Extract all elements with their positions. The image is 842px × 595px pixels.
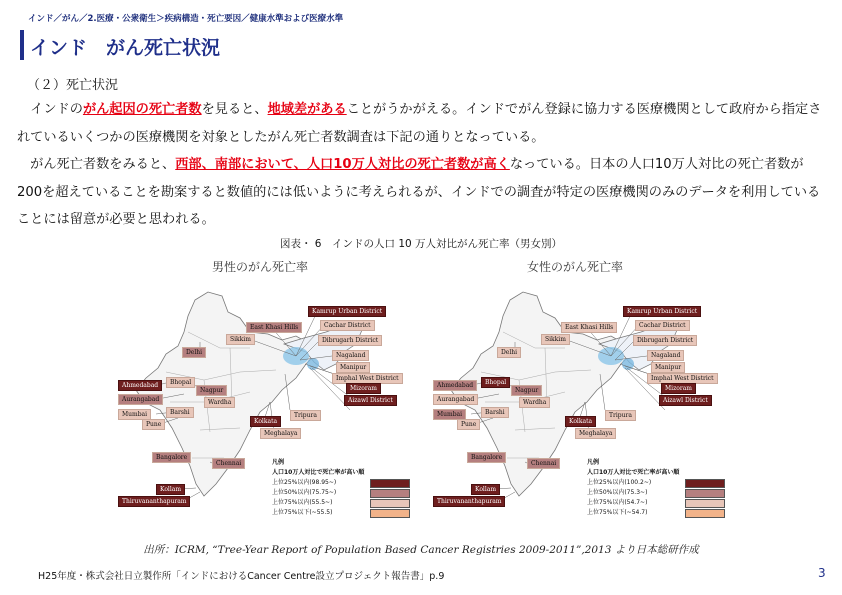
label-mumbai: Mumbai xyxy=(118,409,151,420)
legend-row-label: 上位50%以内(75.3~) xyxy=(587,489,648,496)
label-east-khasi: East Khasi Hills xyxy=(561,322,617,333)
page-title: インド がん死亡状況 xyxy=(30,37,221,59)
label-aizawl: Aizawl District xyxy=(659,395,712,406)
label-tripura: Tripura xyxy=(605,410,636,421)
label-kollam: Kollam xyxy=(156,484,185,495)
legend-swatch xyxy=(370,489,410,498)
footer-citation: H25年度・株式会社日立製作所「インドにおけるCancer Centre設立プロジェクト報告書」p.9 xyxy=(38,571,445,582)
figure-title: 図表・ 6 インドの人口 10 万人対比がん死亡率（男女別） xyxy=(279,238,563,250)
label-nagpur: Nagpur xyxy=(196,385,227,396)
label-manipur: Manipur xyxy=(651,362,685,373)
label-mizoram: Mizoram xyxy=(661,383,696,394)
p1-highlight-a: がん起因の死亡者数 xyxy=(82,102,202,117)
legend-row-label: 上位75%以内(55.5~) xyxy=(272,499,333,506)
female-map-figure xyxy=(415,252,735,537)
legend-header: 凡例 xyxy=(587,459,600,466)
legend-row-label: 上位25%以内(100.2~) xyxy=(587,479,652,486)
legend-swatch xyxy=(685,489,725,498)
legend-row xyxy=(272,478,410,488)
legend-swatch xyxy=(685,479,725,488)
legend-row xyxy=(272,498,410,508)
label-thiruvananthapuram: Thiruvananthapuram xyxy=(118,496,190,507)
legend-row-label: 上位75%以下(~54.7) xyxy=(587,509,648,516)
label-wardha: Wardha xyxy=(204,397,235,408)
label-kolkata: Kolkata xyxy=(250,416,281,427)
legend-row-label: 上位25%以内(98.95~) xyxy=(272,479,337,486)
section-subheading: （２）死亡状況 xyxy=(27,78,119,93)
breadcrumb: インド／がん／2.医療・公衆衛生＞疾病構造・死亡要因／健康水準および医療水準 xyxy=(28,14,344,24)
label-dibrugarh: Dibrugarh District xyxy=(318,335,382,346)
legend-swatch xyxy=(685,499,725,508)
label-nagpur: Nagpur xyxy=(511,385,542,396)
label-ahmedabad: Ahmedabad xyxy=(118,380,162,391)
label-delhi: Delhi xyxy=(182,347,206,358)
label-thiruvananthapuram: Thiruvananthapuram xyxy=(433,496,505,507)
legend-swatch xyxy=(370,479,410,488)
p2-highlight: 西部、南部において、人口10万人対比の死亡者数が高く xyxy=(175,157,510,172)
label-bhopal: Bhopal xyxy=(166,377,195,388)
paragraph-1 xyxy=(17,96,827,151)
title-accent-bar xyxy=(20,30,24,60)
legend-row xyxy=(587,478,725,488)
label-delhi: Delhi xyxy=(497,347,521,358)
legend-row xyxy=(587,508,725,518)
label-manipur: Manipur xyxy=(336,362,370,373)
label-dibrugarh: Dibrugarh District xyxy=(633,335,697,346)
label-kamrup: Kamrup Urban District xyxy=(308,306,386,317)
legend-title: 人口10万人対比で死亡率が高い順 xyxy=(272,469,365,476)
label-chennai: Chennai xyxy=(527,458,560,469)
figure-source: 出所：ICRM, “Tree-Year Report of Population Based Cancer Registries 2009-2011”,2013 より日本総研作成 xyxy=(143,544,699,556)
label-chennai: Chennai xyxy=(212,458,245,469)
legend-row-label: 上位75%以下(~55.5) xyxy=(272,509,333,516)
legend-row-label: 上位50%以内(75.75~) xyxy=(272,489,337,496)
label-mumbai: Mumbai xyxy=(433,409,466,420)
label-imphal: Imphal West District xyxy=(332,373,403,384)
p1-text-a: インドの xyxy=(17,102,83,117)
label-nagaland: Nagaland xyxy=(647,350,684,361)
label-bangalore: Bangalore xyxy=(152,452,191,463)
label-aurangabad: Aurangabad xyxy=(118,394,163,405)
legend-header: 凡例 xyxy=(272,459,285,466)
legend-swatch xyxy=(370,509,410,518)
legend-row-label: 上位75%以内(54.7~) xyxy=(587,499,648,506)
legend-swatch xyxy=(370,499,410,508)
label-meghalaya: Meghalaya xyxy=(575,428,616,439)
female-map-heading: 女性のがん死亡率 xyxy=(526,260,623,274)
legend-title: 人口10万人対比で死亡率が高い順 xyxy=(587,469,680,476)
label-ahmedabad: Ahmedabad xyxy=(433,380,477,391)
label-cachar: Cachar District xyxy=(320,320,375,331)
label-sikkim: Sikkim xyxy=(541,334,570,345)
p1-highlight-b: 地域差がある xyxy=(267,102,347,117)
page-number: 3 xyxy=(818,566,826,580)
label-pune: Pune xyxy=(457,419,480,430)
label-aurangabad: Aurangabad xyxy=(433,394,478,405)
label-bhopal: Bhopal xyxy=(481,377,510,388)
label-pune: Pune xyxy=(142,419,165,430)
label-barshi: Barshi xyxy=(481,407,509,418)
paragraph-2 xyxy=(17,151,827,234)
female-legend xyxy=(587,458,725,518)
label-mizoram: Mizoram xyxy=(346,383,381,394)
legend-swatch xyxy=(685,509,725,518)
label-meghalaya: Meghalaya xyxy=(260,428,301,439)
male-map-figure xyxy=(100,252,420,537)
label-kolkata: Kolkata xyxy=(565,416,596,427)
label-kamrup: Kamrup Urban District xyxy=(623,306,701,317)
p2-text-a: がん死亡者数をみると、 xyxy=(17,157,176,172)
legend-row xyxy=(272,488,410,498)
legend-row xyxy=(272,508,410,518)
male-map-heading: 男性のがん死亡率 xyxy=(211,260,308,274)
legend-row xyxy=(587,498,725,508)
label-cachar: Cachar District xyxy=(635,320,690,331)
label-barshi: Barshi xyxy=(166,407,194,418)
p2-text-b: なっている。日本の人口10万人対比の死亡者数が200を超えていることを勘案すると数値的には低いように考えられるが、インドでの調査が特定の医療機関のみのデータを利用していることには留意が必要と思われる。 xyxy=(17,157,821,227)
body-text xyxy=(17,96,827,234)
label-imphal: Imphal West District xyxy=(647,373,718,384)
p1-text-c: ことがうかがえる。インドでがん登録に協力する医療機関として政府から指定されているいくつかの医療機関を対象としたがん死亡者数調査は下記の通りとなっている。 xyxy=(17,102,822,145)
legend-row xyxy=(587,488,725,498)
label-aizawl: Aizawl District xyxy=(344,395,397,406)
p1-text-b: を見ると、 xyxy=(201,102,268,117)
label-tripura: Tripura xyxy=(290,410,321,421)
male-legend xyxy=(272,458,410,518)
label-kollam: Kollam xyxy=(471,484,500,495)
label-east-khasi: East Khasi Hills xyxy=(246,322,302,333)
label-bangalore: Bangalore xyxy=(467,452,506,463)
label-nagaland: Nagaland xyxy=(332,350,369,361)
label-sikkim: Sikkim xyxy=(226,334,255,345)
label-wardha: Wardha xyxy=(519,397,550,408)
